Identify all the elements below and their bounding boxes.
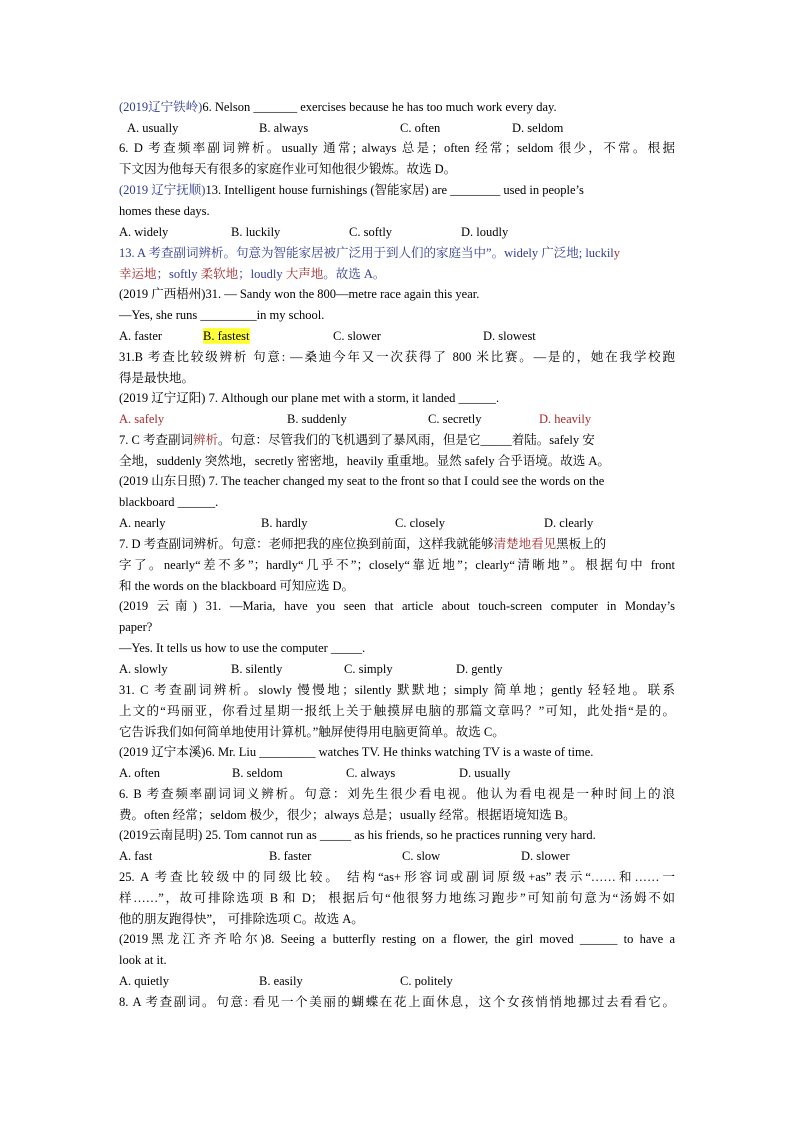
q6-answer-line3: 它告诉我们如何简单地使用计算机。”触屏使得用电脑更简单。故选 C。: [119, 725, 505, 739]
q4-option-b: B. suddenly: [287, 412, 347, 426]
q8-answer-line2: 样……”，故可排除选项 B 和 D； 根据后句“他很努力地练习跑步”可知前句意为“汤姆不如: [119, 891, 675, 905]
q1-stem: (2019辽宁铁岭)6. Nelson _______ exercises because he has too much work every day.: [119, 100, 557, 114]
q5-answer-line1: 7. D 考查副词辨析。句意：老师把我的座位换到前面，这样我就能够清楚地看见黑板上的: [119, 537, 607, 551]
q3-option-c: C. slower: [333, 329, 381, 343]
q9-stem-line1: (2019黑龙江齐齐哈尔)8. Seeing a butterfly resting on a flower, the girl moved ______ to have a: [119, 932, 675, 946]
q3-answer-line2: 得是最快地。: [119, 371, 195, 385]
q4-option-d: D. heavily: [539, 412, 592, 426]
q9-source: (2019黑龙江齐齐哈尔): [119, 932, 265, 946]
q3-answer-line1: 31.B 考查比较级辨析 句意: —桑迪今年又一次获得了 800 米比赛。—是的，她在我学校跑: [119, 350, 675, 364]
q9-option-a: A. quietly: [119, 974, 169, 988]
q5-option-b: B. hardly: [261, 516, 308, 530]
q5-answer-line2: 字了。nearly“差不多”；hardly“几乎不”；closely“靠近地”；clearly“清晰地”。根据句中 front: [119, 558, 675, 572]
q7-answer-line2: 费。often 经常；seldom 极少，很少；always 总是；usually 经常。根据语境知选 B。: [119, 808, 576, 822]
q3-source: (2019 广西梧州): [119, 287, 206, 301]
q5-stem-line1: (2019 山东日照) 7. The teacher changed my seat to the front so that I could see the words on the: [119, 474, 605, 488]
q3-stem-line1: (2019 广西梧州)31. — Sandy won the 800—metre race again this year.: [119, 287, 480, 301]
q8-stem: (2019云南昆明) 25. Tom cannot run as _____ as his friends, so he practices running very hard.: [119, 828, 596, 842]
q5-source: (2019 山东日照): [119, 474, 206, 488]
q2-source: (2019 辽宁抚顺): [119, 183, 206, 197]
q4-stem: (2019 辽宁辽阳) 7. Although our plane met with a storm, it landed ______.: [119, 391, 500, 405]
q8-answer-line3: 他的朋友跑得快”， 可排除选项 C。故选 A。: [119, 912, 364, 926]
q7-answer-line1: 6. B 考查频率副词词义辨析。句意：刘先生很少看电视。他认为看电视是一种时间上的浪: [119, 787, 675, 801]
q8-option-c: C. slow: [402, 849, 441, 863]
q2-option-d: D. loudly: [461, 225, 509, 239]
q7-option-b: B. seldom: [232, 766, 283, 780]
q1-option-b: B. always: [259, 121, 309, 135]
q3-option-d: D. slowest: [483, 329, 536, 343]
q2-answer-line2: 幸运地；softly 柔软地；loudly 大声地。故选 A。: [119, 267, 386, 281]
q6-answer-line2: 上文的“玛丽亚，你看过星期一报纸上关于触摸屏电脑的那篇文章吗？”可知，此处指“是的。: [119, 704, 675, 718]
q1-option-c: C. often: [400, 121, 441, 135]
q4-answer-line2: 全地，suddenly 突然地，secretly 密密地，heavily 重重地。显然 safely 合乎语境。故选 A。: [119, 454, 610, 468]
q7-option-d: D. usually: [459, 766, 511, 780]
q1-source: (2019辽宁铁岭): [119, 100, 203, 114]
q2-stem-line2: homes these days.: [119, 204, 210, 218]
q1-option-a: A. usually: [127, 121, 179, 135]
q5-answer-line3: 和 the words on the blackboard 可知应选 D。: [119, 579, 355, 593]
q8-answer-line1: 25. A 考查比较级中的同级比较。 结构“as+形容词或副词原级+as”表示“……和……一: [119, 870, 675, 884]
q8-option-b: B. faster: [269, 849, 312, 863]
q3-option-a: A. faster: [119, 329, 163, 343]
q4-option-a: A. safely: [119, 412, 165, 426]
q3-option-b-highlighted: B. fastest: [203, 329, 250, 343]
q7-source: (2019 辽宁本溪): [119, 745, 206, 759]
q2-option-c: C. softly: [349, 225, 393, 239]
q8-source: (2019云南昆明): [119, 828, 203, 842]
q6-option-d: D. gently: [456, 662, 503, 676]
q5-option-a: A. nearly: [119, 516, 166, 530]
q6-option-a: A. slowly: [119, 662, 168, 676]
q2-stem-line1: (2019 辽宁抚顺)13. Intelligent house furnishings (智能家居) are ________ used in people’s: [119, 183, 584, 197]
q4-source: (2019 辽宁辽阳): [119, 391, 206, 405]
q6-option-c: C. simply: [344, 662, 393, 676]
q8-option-a: A. fast: [119, 849, 153, 863]
q7-option-a: A. often: [119, 766, 160, 780]
q6-stem-line2: paper?: [119, 620, 153, 634]
q5-option-c: C. closely: [395, 516, 445, 530]
q5-option-d: D. clearly: [544, 516, 594, 530]
q2-answer-line1: 13. A 考查副词辨析。句意为智能家居被广泛用于到人们的家庭当中”。widely 广泛地; luckily: [119, 246, 621, 260]
q8-option-d: D. slower: [521, 849, 570, 863]
q2-option-b: B. luckily: [231, 225, 281, 239]
q9-option-b: B. easily: [259, 974, 303, 988]
q3-stem-line2: —Yes, she runs _________in my school.: [119, 308, 325, 322]
q9-answer-line1: 8. A 考查副词。句意: 看见一个美丽的蝴蝶在花上面休息，这个女孩悄悄地挪过去看看它。: [119, 995, 675, 1009]
q6-stem-line1: (2019 云南) 31. —Maria, have you seen that article about touch-screen computer in Monday’s: [119, 599, 675, 613]
q1-option-d: D. seldom: [512, 121, 564, 135]
q6-answer-line1: 31. C 考查副词辨析。slowly 慢慢地；silently 默默地；simply 简单地；gently 轻轻地。联系: [119, 683, 675, 697]
q9-option-c: C. politely: [400, 974, 453, 988]
q1-answer-line2: 下文因为他每天有很多的家庭作业可知他很少锻炼。故选 D。: [119, 162, 457, 176]
q7-option-c: C. always: [346, 766, 396, 780]
q5-stem-line2: blackboard ______.: [119, 495, 219, 509]
q6-option-b: B. silently: [231, 662, 283, 676]
q4-answer-line1: 7. C 考查副词辨析。句意：尽管我们的飞机遇到了暴风雨，但是它_____着陆。safely 安: [119, 433, 595, 447]
q1-answer-line1: 6. D 考查频率副词辨析。usually 通常; always 总是；often 经常；seldom 很少，不常。根据: [119, 141, 675, 155]
q6-stem-line3: —Yes. It tells us how to use the computer _____.: [119, 641, 366, 655]
q7-stem: (2019 辽宁本溪)6. Mr. Liu _________ watches TV. He thinks watching TV is a waste of time.: [119, 745, 594, 759]
q2-option-a: A. widely: [119, 225, 169, 239]
q4-option-c: C. secretly: [428, 412, 482, 426]
q6-source: (2019 云南): [119, 599, 198, 613]
q9-stem-line2: look at it.: [119, 953, 167, 967]
